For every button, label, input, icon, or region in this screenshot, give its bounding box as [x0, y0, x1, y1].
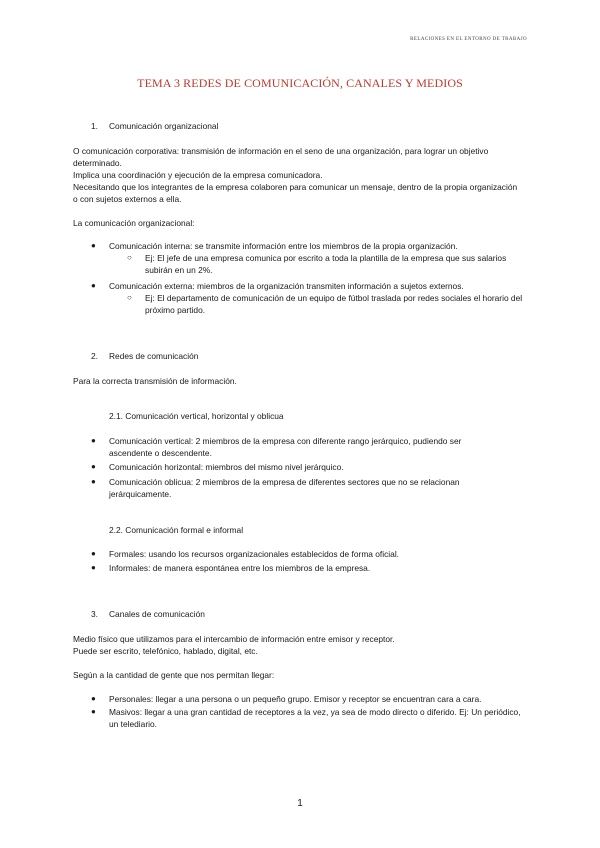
subsection-2-2-heading: 2.2. Comunicación formal e informal — [109, 525, 244, 535]
sub-bullet-icon: ○ — [127, 293, 132, 302]
section-1-intro: La comunicación organizacional: — [73, 218, 195, 228]
section-2-number: 2. — [91, 351, 98, 361]
list-item: Comunicación horizontal: miembros del mismo nivel jerárquico. — [109, 462, 344, 472]
list-item: Personales: llegar a una persona o un pequeño grupo. Emisor y receptor se encuentran cara a cara. — [109, 694, 482, 704]
list-item: Comunicación vertical: 2 miembros de la empresa con diferente rango jerárquico, pudiendo ser ascendente o descendente. — [109, 436, 462, 458]
bullet-icon: ● — [91, 462, 96, 471]
list-item: Formales: usando los recursos organizacionales establecidos de forma oficial. — [109, 549, 400, 559]
bullet-icon: ● — [91, 241, 96, 250]
section-3-paragraph-1: Medio físico que utilizamos para el intercambio de información entre emisor y receptor. — [73, 634, 395, 644]
sub-list-item: Ej: El jefe de una empresa comunica por escrito a toda la plantilla de la empresa que sus salarios subirán en un 2%. — [145, 253, 507, 275]
bullet-icon: ● — [91, 477, 96, 486]
list-item: Comunicación interna: se transmite información entre los miembros de la propia organización. — [109, 241, 458, 251]
bullet-icon: ● — [91, 707, 96, 716]
bullet-icon: ● — [91, 436, 96, 445]
bullet-icon: ● — [91, 549, 96, 558]
page-number: 1 — [297, 798, 303, 809]
list-item: Comunicación externa: miembros de la organización transmiten información a sujetos externos. — [109, 281, 464, 291]
section-2-heading: Redes de comunicación — [109, 351, 199, 361]
section-1-heading: Comunicación organizacional — [109, 121, 219, 131]
bullet-icon: ● — [91, 563, 96, 572]
section-1-number: 1. — [91, 121, 98, 131]
section-3-heading: Canales de comunicación — [109, 609, 205, 619]
list-item: Informales: de manera espontánea entre los miembros de la empresa. — [109, 563, 371, 573]
sub-list-item: Ej: El departamento de comunicación de un equipo de fútbol traslada por redes sociales el horario del próximo partido. — [145, 293, 523, 315]
sub-bullet-icon: ○ — [127, 253, 132, 262]
list-item: Masivos: llegar a una gran cantidad de receptores a la vez, ya sea de modo directo o diferido. Ej: Un periódico, un telediario. — [109, 707, 521, 729]
document-title: TEMA 3 REDES DE COMUNICACIÓN, CANALES Y MEDIOS — [137, 76, 463, 90]
subsection-2-1-heading: 2.1. Comunicación vertical, horizontal y oblicua — [109, 411, 284, 421]
section-1-paragraph-3: Necesitando que los integrantes de la empresa colaboren para comunicar un mensaje, dentro de la propia organización o con sujetos externos a ella. — [73, 182, 518, 204]
section-3-paragraph-2: Puede ser escrito, telefónico, hablado, digital, etc. — [73, 646, 258, 656]
section-2-intro: Para la correcta transmisión de información. — [73, 376, 237, 386]
section-3-intro: Según a la cantidad de gente que nos permitan llegar: — [73, 670, 275, 680]
section-3-number: 3. — [91, 609, 98, 619]
list-item: Comunicación oblicua: 2 miembros de la empresa de diferentes sectores que no se relacionan jerárquicamente. — [109, 477, 460, 499]
running-header: RELACIONES EN EL ENTORNO DE TRABAJO — [410, 37, 527, 42]
bullet-icon: ● — [91, 281, 96, 290]
section-1-paragraph-2: Implica una coordinación y ejecución de la empresa comunicadora. — [73, 170, 323, 180]
bullet-icon: ● — [91, 694, 96, 703]
section-1-paragraph-1: O comunicación corporativa: transmisión de información en el seno de una organización, para lograr un objetivo determinado. — [73, 146, 489, 168]
